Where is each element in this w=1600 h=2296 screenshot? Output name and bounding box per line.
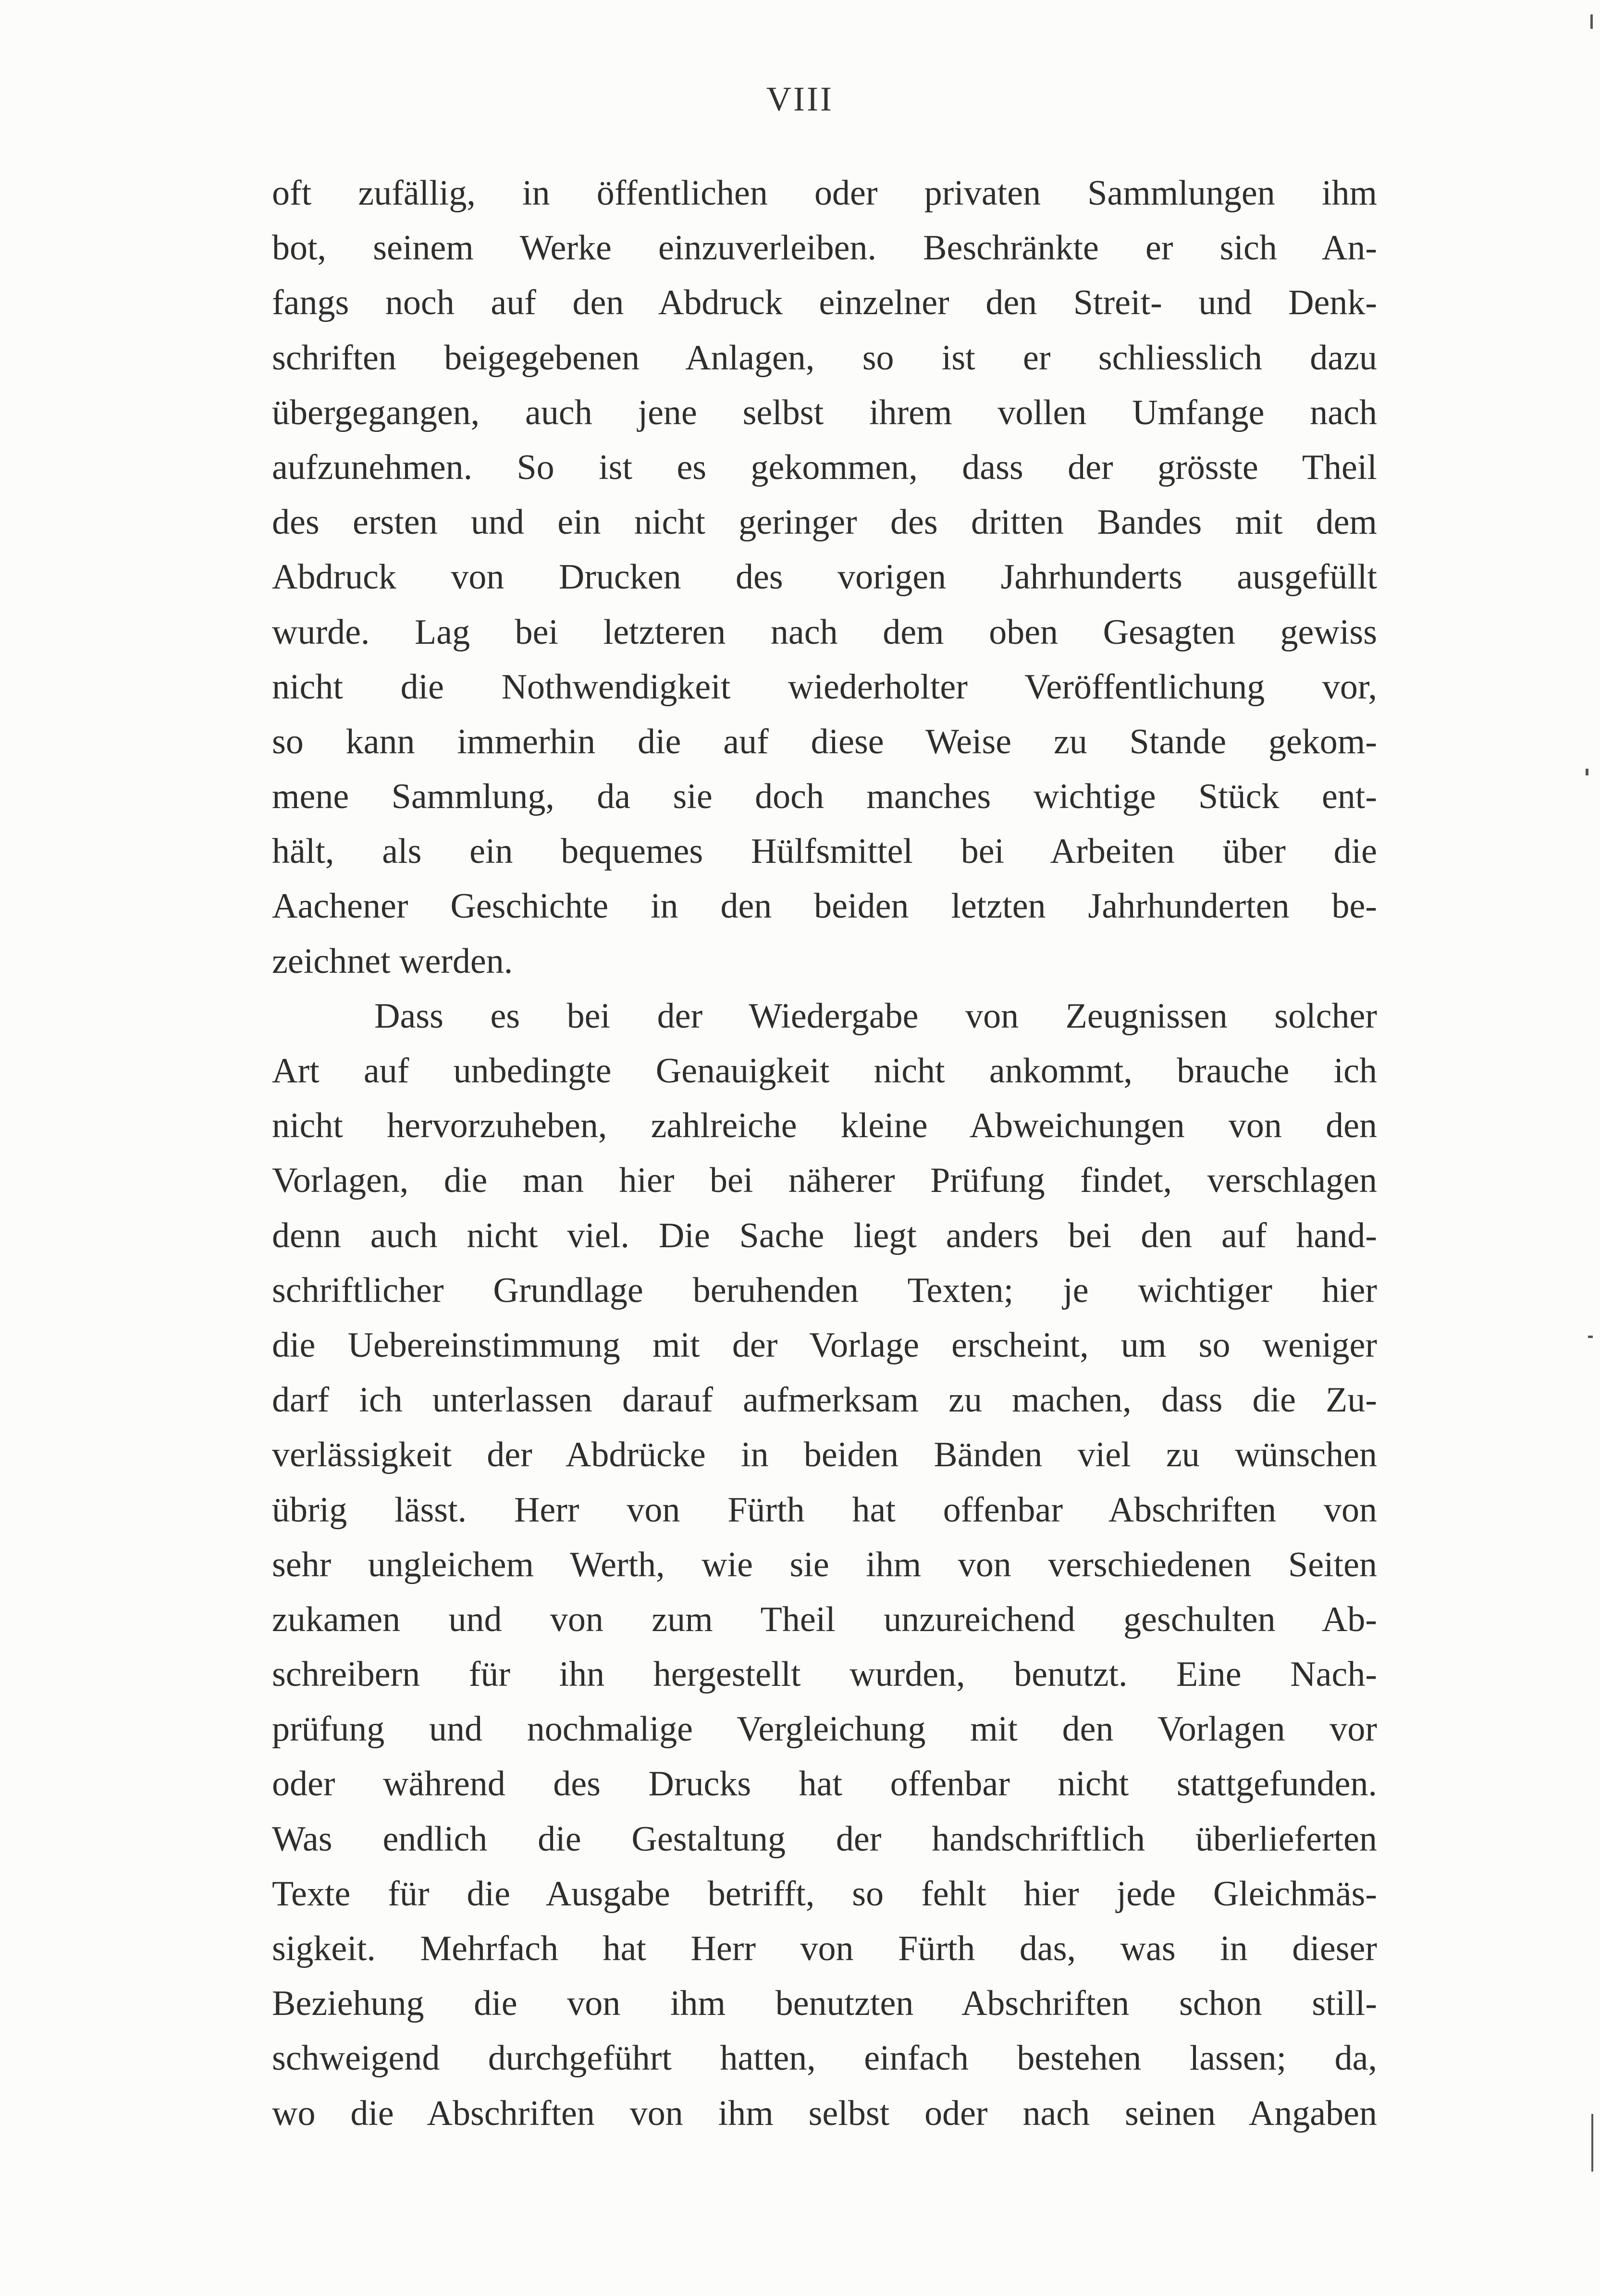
text-line: Abdruck von Drucken des vorigen Jahrhunderts ausgefüllt xyxy=(272,557,1377,597)
text-line: wurde. Lag bei letzteren nach dem oben Gesagten gewiss xyxy=(272,612,1377,652)
text-line: schweigend durchgeführt hatten, einfach bestehen lassen; da, xyxy=(272,2038,1377,2078)
text-line: übergegangen, auch jene selbst ihrem vollen Umfange nach xyxy=(272,393,1377,432)
text-line: hält, als ein bequemes Hülfsmittel bei Arbeiten über die xyxy=(272,832,1377,872)
text-line: Vorlagen, die man hier bei näherer Prüfung findet, verschlagen xyxy=(272,1161,1377,1201)
text-line: fangs noch auf den Abdruck einzelner den Streit- und Denk- xyxy=(272,283,1377,323)
text-line: oft zufällig, in öffentlichen oder privaten Sammlungen ihm xyxy=(272,173,1377,213)
body-text xyxy=(272,166,1377,2141)
text-line: Art auf unbedingte Genauigkeit nicht ankommt, brauche ich xyxy=(272,1051,1377,1091)
text-line: Was endlich die Gestaltung der handschriftlich überlieferten xyxy=(272,1819,1377,1859)
page-number: VIII xyxy=(766,80,834,118)
scan-speck xyxy=(1590,14,1593,29)
text-line: Beziehung die von ihm benutzten Abschriften schon still- xyxy=(272,1984,1377,2024)
text-line: wo die Abschriften von ihm selbst oder nach seinen Angaben xyxy=(272,2093,1377,2133)
text-line: prüfung und nochmalige Vergleichung mit den Vorlagen vor xyxy=(272,1709,1377,1749)
text-line: schreibern für ihn hergestellt wurden, benutzt. Eine Nach- xyxy=(272,1655,1377,1694)
text-line: so kann immerhin die auf diese Weise zu Stande gekom- xyxy=(272,722,1377,761)
text-line: Dass es bei der Wiedergabe von Zeugnissen solcher xyxy=(374,996,1377,1036)
scan-speck xyxy=(1591,2114,1593,2172)
text-line: aufzunehmen. So ist es gekommen, dass der grösste Theil xyxy=(272,447,1377,487)
text-line: des ersten und ein nicht geringer des dritten Bandes mit dem xyxy=(272,503,1377,542)
text-line: übrig lässt. Herr von Fürth hat offenbar Abschriften von xyxy=(272,1490,1377,1530)
text-line: oder während des Drucks hat offenbar nicht stattgefunden. xyxy=(272,1764,1377,1804)
text-line: mene Sammlung, da sie doch manches wichtige Stück ent- xyxy=(272,777,1377,817)
text-line: denn auch nicht viel. Die Sache liegt anders bei den auf hand- xyxy=(272,1216,1377,1255)
text-line: Aachener Geschichte in den beiden letzten Jahrhunderten be- xyxy=(272,886,1377,926)
scan-speck xyxy=(1588,1336,1593,1338)
text-line: schriftlicher Grundlage beruhenden Texten; je wichtiger hier xyxy=(272,1270,1377,1310)
text-line: die Uebereinstimmung mit der Vorlage erscheint, um so weniger xyxy=(272,1325,1377,1365)
paragraph xyxy=(272,166,1377,989)
text-line: zukamen und von zum Theil unzureichend geschulten Ab- xyxy=(272,1599,1377,1639)
text-line: nicht die Nothwendigkeit wiederholter Veröffentlichung vor, xyxy=(272,667,1377,707)
paragraph xyxy=(272,989,1377,2141)
text-line: verlässigkeit der Abdrücke in beiden Bänden viel zu wünschen xyxy=(272,1435,1377,1475)
text-line: bot, seinem Werke einzuverleiben. Beschränkte er sich An- xyxy=(272,228,1377,268)
scan-speck xyxy=(1586,769,1588,775)
text-line: nicht hervorzuheben, zahlreiche kleine Abweichungen von den xyxy=(272,1106,1377,1146)
text-line: Texte für die Ausgabe betrifft, so fehlt hier jede Gleichmäs- xyxy=(272,1874,1377,1914)
text-line: darf ich unterlassen darauf aufmerksam zu machen, dass die Zu- xyxy=(272,1380,1377,1420)
text-line: sehr ungleichem Werth, wie sie ihm von verschiedenen Seiten xyxy=(272,1545,1377,1584)
text-line: schriften beigegebenen Anlagen, so ist er schliesslich dazu xyxy=(272,338,1377,378)
text-line: sigkeit. Mehrfach hat Herr von Fürth das, was in dieser xyxy=(272,1929,1377,1968)
text-line: zeichnet werden. xyxy=(272,941,513,981)
